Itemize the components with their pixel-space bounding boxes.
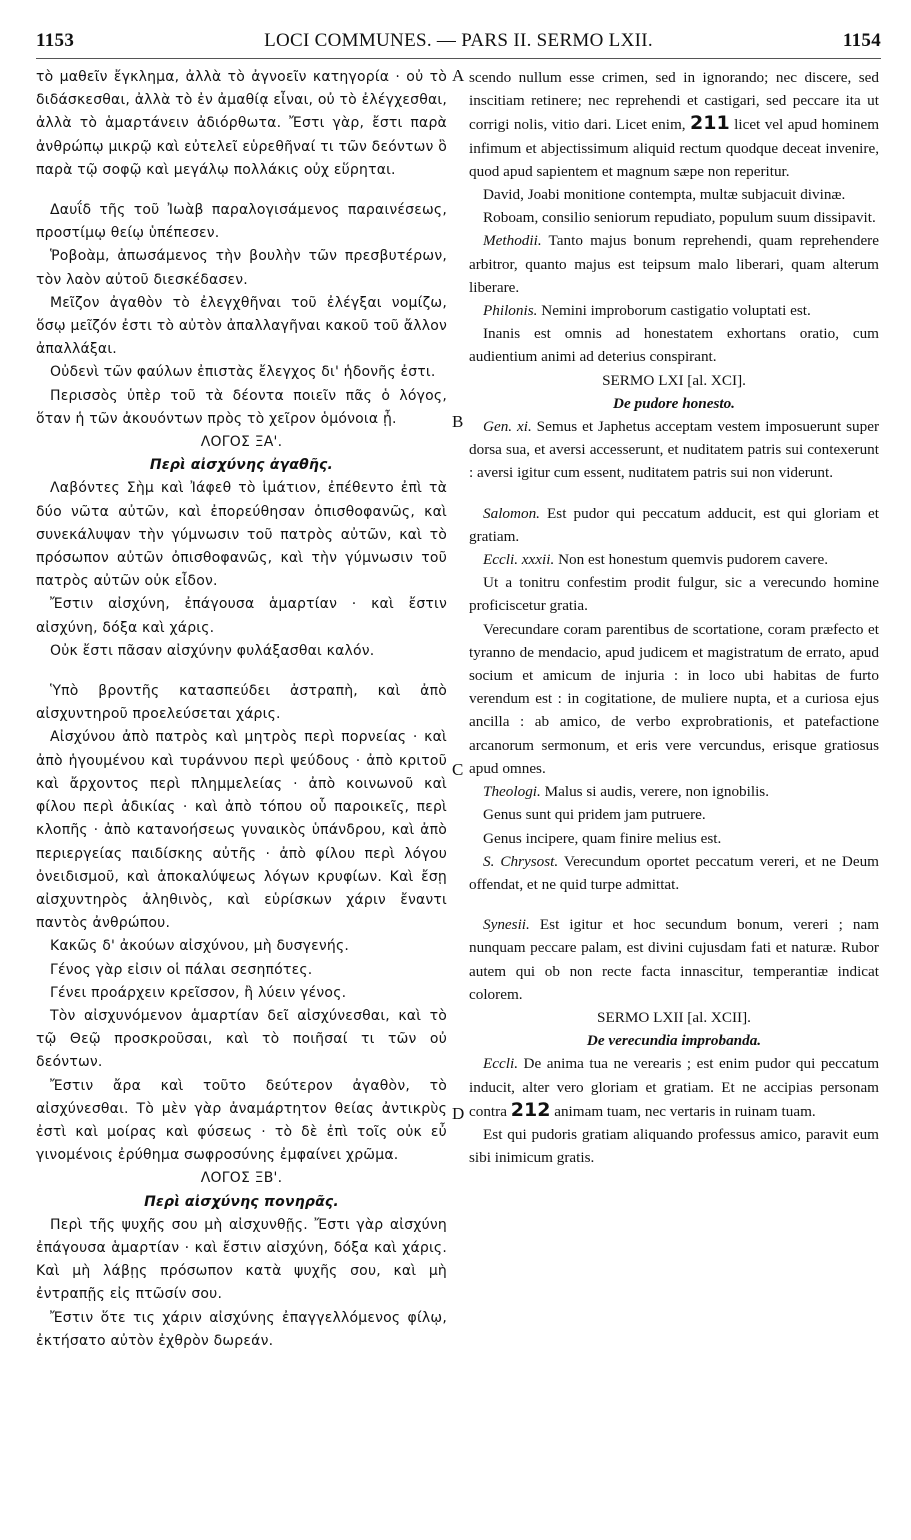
latin-paragraph xyxy=(469,66,879,183)
latin-text: Est igitur et hoc secundum bonum, vereri ; nam nunquam peccare palam, est divini cujusdam fati et naturæ. Rubor autem qui ob non recte facta innascitur, temperantiæ indicat colorem. xyxy=(469,916,880,1003)
latin-paragraph xyxy=(469,502,879,548)
source-label: Gen. xi. xyxy=(483,418,532,436)
latin-paragraph: David, Joabi monitione contempta, multæ subjacuit divinæ. xyxy=(483,186,846,204)
latin-paragraph xyxy=(469,1052,879,1123)
latin-paragraph: Inanis est omnis ad honestatem exhortans oratio, cum audientium animi ad deterius conspirant. xyxy=(469,325,879,366)
latin-text: Nemini improborum castigatio voluptati est. xyxy=(541,302,811,320)
source-label: Salomon. xyxy=(483,504,540,522)
latin-text: Est pudor qui peccatum adducit, est qui gloriam et gratiam. xyxy=(469,504,879,545)
greek-paragraph: Ἔστιν ὅτε τις χάριν αἰσχύνης ἐπαγγελλόμενος φίλῳ, ἐκτήσατο αὐτὸν ἐχθρὸν δωρεάν. xyxy=(36,1309,447,1349)
marginal-number: 212 xyxy=(510,1098,551,1121)
latin-paragraph: Ut a tonitru confestim prodit fulgur, sic a verecundo homine proficiscetur gratia. xyxy=(469,574,879,615)
source-label: Synesii. xyxy=(483,916,530,934)
greek-paragraph: Γένει προάρχειν κρεῖσσον, ἢ λύειν γένος. xyxy=(50,984,347,1001)
greek-paragraph: Περὶ τῆς ψυχῆς σου μὴ αἰσχυνθῇς. Ἔστι γὰρ αἰσχύνη ἐπάγουσα ἁμαρτίαν · καὶ ἔστιν αἰσχύνη, δόξα καὶ χάρις. Καὶ μὴ λάβῃς πρόσωπον κατὰ ψυχῆς σου, καὶ μὴ ἐντραπῇς εἰς πτῶσίν σου. xyxy=(36,1216,447,1303)
latin-paragraph xyxy=(469,229,879,299)
greek-paragraph: Οὐδενὶ τῶν φαύλων ἐπιστὰς ἔλεγχος δι' ἡδονῆς ἐστι. xyxy=(50,364,436,381)
latin-text: Malus si audis, verere, non ignobilis. xyxy=(544,783,770,801)
latin-paragraph xyxy=(469,299,879,322)
latin-text: licet vel apud hominem infimum et abjectissimum aliquid rectum quodque deceat invenire, quod apud sapientem et magnum sæpe non reperitur. xyxy=(469,116,880,180)
margin-letter-c: C xyxy=(452,760,464,779)
latin-paragraph xyxy=(469,548,879,571)
section-subtitle: Περὶ αἰσχύνης ἀγαθῆς. xyxy=(149,457,334,474)
greek-paragraph: Δαυΐδ τῆς τοῦ Ἰωὰβ παραλογισάμενος παραινέσεως, προστίμῳ θείῳ ὑπέπεσεν. xyxy=(36,202,447,242)
latin-paragraph xyxy=(469,913,879,1006)
greek-paragraph: Περισσὸς ὑπὲρ τοῦ τὰ δέοντα ποιεῖν πᾶς ὁ λόγος, ὅταν ἡ τῶν ἀκουόντων πρὸς τὸ χεῖρον ὁμόνοια ᾖ. xyxy=(36,387,447,427)
latin-text: De anima tua ne verearis ; est enim pudor qui peccatum inducit, alter vero gloriam et gratiam. Et ne accipias personam contra xyxy=(469,1055,880,1120)
greek-paragraph: Ἔστιν ἄρα καὶ τοῦτο δεύτερον ἀγαθὸν, τὸ αἰσχύνεσθαι. Τὸ μὲν γὰρ ἀναμάρτητον θείας ἀντικρὺς ἐστὶ καὶ μοίρας καὶ φύσεως · τὸ δὲ ἐπὶ τοῖς οὐκ εὖ γινομένοις ἐρύθημα σωφροσύνης ἐμφαίνει χρῶμα. xyxy=(36,1077,447,1164)
margin-letter-d: D xyxy=(452,1104,465,1123)
latin-paragraph xyxy=(469,415,879,485)
section-title: SERMO LXII [al. XCII]. xyxy=(597,1008,751,1026)
source-label: Eccli. xyxy=(483,1055,518,1073)
greek-paragraph: Κακῶς δ' ἀκούων αἰσχύνου, μὴ δυσγενής. xyxy=(50,938,350,955)
latin-text: animam tuam, nec vertaris in ruinam tuam. xyxy=(554,1102,816,1120)
latin-paragraph: Genus sunt qui pridem jam putruere. xyxy=(483,806,706,824)
marginal-number: 211 xyxy=(690,112,730,135)
margin-letter-b: B xyxy=(452,412,464,431)
section-subtitle: De pudore honesto. xyxy=(613,394,735,412)
section-title: ΛΟΓΟΣ ΞΒ'. xyxy=(200,1170,283,1187)
latin-text: Semus et Japhetus acceptam vestem imposuerunt super dorsa sua, et aversi accesserunt, et nuditatem patris sui contexerunt : aversi igitur cum essent, nuditatem patris sui non viderunt. xyxy=(469,418,880,482)
section-title: SERMO LXI [al. XCI]. xyxy=(602,371,746,389)
page-number-left: 1153 xyxy=(36,30,75,51)
greek-paragraph: Τὸν αἰσχυνόμενον ἁμαρτίαν δεῖ αἰσχύνεσθαι, καὶ τὸ τῷ Θεῷ προσκροῦσαι, καὶ τὸ ποιῆσαί τι τῶν οὐ δεόντων. xyxy=(36,1007,447,1071)
greek-paragraph: Λαβόντες Σὴμ καὶ Ἰάφεθ τὸ ἱμάτιον, ἐπέθεντο ἐπὶ τὰ δύο νῶτα αὐτῶν, καὶ ἐπορεύθησαν ὀπισθοφανῶς, καὶ συνεκάλυψαν τὴν γύμνωσιν τοῦ πατρὸς αὐτῶν, καὶ τὸ πρόσωπον αὐτῶν ὀπισθοφανῶς, καὶ τὴν γύμνωσιν τοῦ πατρὸς αὐτῶν οὐκ εἶδον. xyxy=(36,480,447,590)
latin-paragraph xyxy=(469,850,879,896)
greek-paragraph: Ῥοβοὰμ, ἀπωσάμενος τὴν βουλὴν τῶν πρεσβυτέρων, τὸν λαὸν αὐτοῦ διεσκέδασεν. xyxy=(36,248,447,288)
greek-paragraph: Αἰσχύνου ἀπὸ πατρὸς καὶ μητρὸς περὶ πορνείας · καὶ ἀπὸ ἡγουμένου καὶ τυράννου περὶ ψεύδους · ἀπὸ κριτοῦ καὶ ἄρχοντος περὶ πλημμελείας · ἀπὸ κοινωνοῦ καὶ φίλου περὶ ἀδικίας · καὶ ἀπὸ τόπου οὗ παροικεῖς, περὶ κλοπῆς · ἀπὸ κατανοήσεως γυναικὸς ὑπάνδρου, καὶ ἀπὸ περιεργείας παιδίσκης αὐτῆς · ἀπὸ φίλου περὶ λόγου ὀνειδισμοῦ, καὶ ἀποκαλύψεως λόγων κρυφίων. Καὶ ἔσῃ αἰσχυντηρὸς ἀληθινὸς, καὶ εὑρίσκων χάριν ἔναντι παντὸς ἀνθρώπου. xyxy=(36,729,447,932)
latin-paragraph: Verecundare coram parentibus de scortatione, coram præfecto et tyranno de mendacio, apud judicem et magistratum de errato, apud socium et amicum de injuria : in loco ubi habitas de furto verendum est : in cogitatione, de muliere nupta, et a curiosa ejus ancilla : ab amico, de verbo exprobrationis, et patefactione arcanorum sermonum, et eris vere vercundus, erisque gratiosus apud omnes. xyxy=(469,620,879,777)
source-label: Philonis. xyxy=(483,302,538,320)
latin-column xyxy=(469,66,879,1169)
latin-text: scendo nullum esse crimen, sed in ignorando; nec discere, sed inscitiam retinere; nec reprehendi et castigari, sed peccare ita ut corrigi nolis, vitio dari. Licet enim, xyxy=(469,69,879,134)
running-title: LOCI COMMUNES. — PARS II. SERMO LXII. xyxy=(264,30,653,51)
greek-paragraph: τὸ μαθεῖν ἔγκλημα, ἀλλὰ τὸ ἀγνοεῖν κατηγορία · οὐ τὸ διδάσκεσθαι, ἀλλὰ τὸ ἐν ἀμαθίᾳ εἶναι, οὐ τὸ ἐλέγχεσθαι, ἀλλὰ τὸ ἁμαρτάνειν ἀδιόρθωτα. Ἔστι γὰρ, ἔστι παρὰ ἀνθρώπῳ μικρῷ καὶ εὐτελεῖ εὑρεθῆναί τι τῶν δεόντων ὃ παρὰ τῷ σοφῷ καὶ μεγάλῳ πολλάκις οὐχ εὕρηται. xyxy=(36,69,447,178)
greek-paragraph: Ὑπὸ βροντῆς κατασπεύδει ἀστραπὴ, καὶ ἀπὸ αἰσχυντηροῦ προελεύσεται χάρις. xyxy=(36,683,447,723)
greek-paragraph: Γένος γὰρ εἰσιν οἱ πάλαι σεσηπότες. xyxy=(50,961,313,978)
source-label: Theologi. xyxy=(483,783,541,801)
latin-text: Verecundum oportet peccatum vereri, et ne Deum offendat, et ne quid turpe admittat. xyxy=(469,852,879,893)
source-label: Eccli. xxxii. xyxy=(483,551,555,569)
latin-paragraph: Roboam, consilio seniorum repudiato, populum suum dissipavit. xyxy=(483,209,876,227)
page-number-right: 1154 xyxy=(842,30,881,51)
section-subtitle: De verecundia improbanda. xyxy=(586,1032,762,1050)
section-title: ΛΟΓΟΣ ΞΑ'. xyxy=(200,434,283,451)
latin-paragraph xyxy=(469,780,879,803)
source-label: S. Chrysost. xyxy=(483,852,559,870)
margin-letter-a: A xyxy=(452,66,465,85)
latin-text: Tanto majus bonum reprehendi, quam reprehendere arbitror, quanto majus est teipsum malo liberari, quam alterum liberare. xyxy=(469,232,879,296)
source-label: Methodii. xyxy=(483,232,542,250)
latin-paragraph: Est qui pudoris gratiam aliquando professus amico, paravit eum sibi inimicum gratis. xyxy=(469,1125,879,1167)
section-subtitle: Περὶ αἰσχύνης πονηρᾶς. xyxy=(144,1193,339,1210)
greek-paragraph: Οὐκ ἔστι πᾶσαν αἰσχύνην φυλάξασθαι καλόν. xyxy=(50,642,375,659)
latin-text: Non est honestum quemvis pudorem cavere. xyxy=(558,551,828,569)
greek-paragraph: Μεῖζον ἀγαθὸν τὸ ἐλεγχθῆναι τοῦ ἐλέγξαι νομίζω, ὅσῳ μεῖζόν ἐστι τὸ αὐτὸν ἀπαλλαγῆναι κακοῦ τοῦ ἄλλον ἀπαλλάξαι. xyxy=(36,294,447,358)
latin-paragraph: Genus incipere, quam finire melius est. xyxy=(483,829,722,847)
greek-column xyxy=(36,66,447,1353)
running-header xyxy=(36,30,881,56)
greek-paragraph: Ἔστιν αἰσχύνη, ἐπάγουσα ἁμαρτίαν · καὶ ἔστιν αἰσχύνη, δόξα καὶ χάρις. xyxy=(36,596,447,636)
header-rule xyxy=(36,58,881,59)
